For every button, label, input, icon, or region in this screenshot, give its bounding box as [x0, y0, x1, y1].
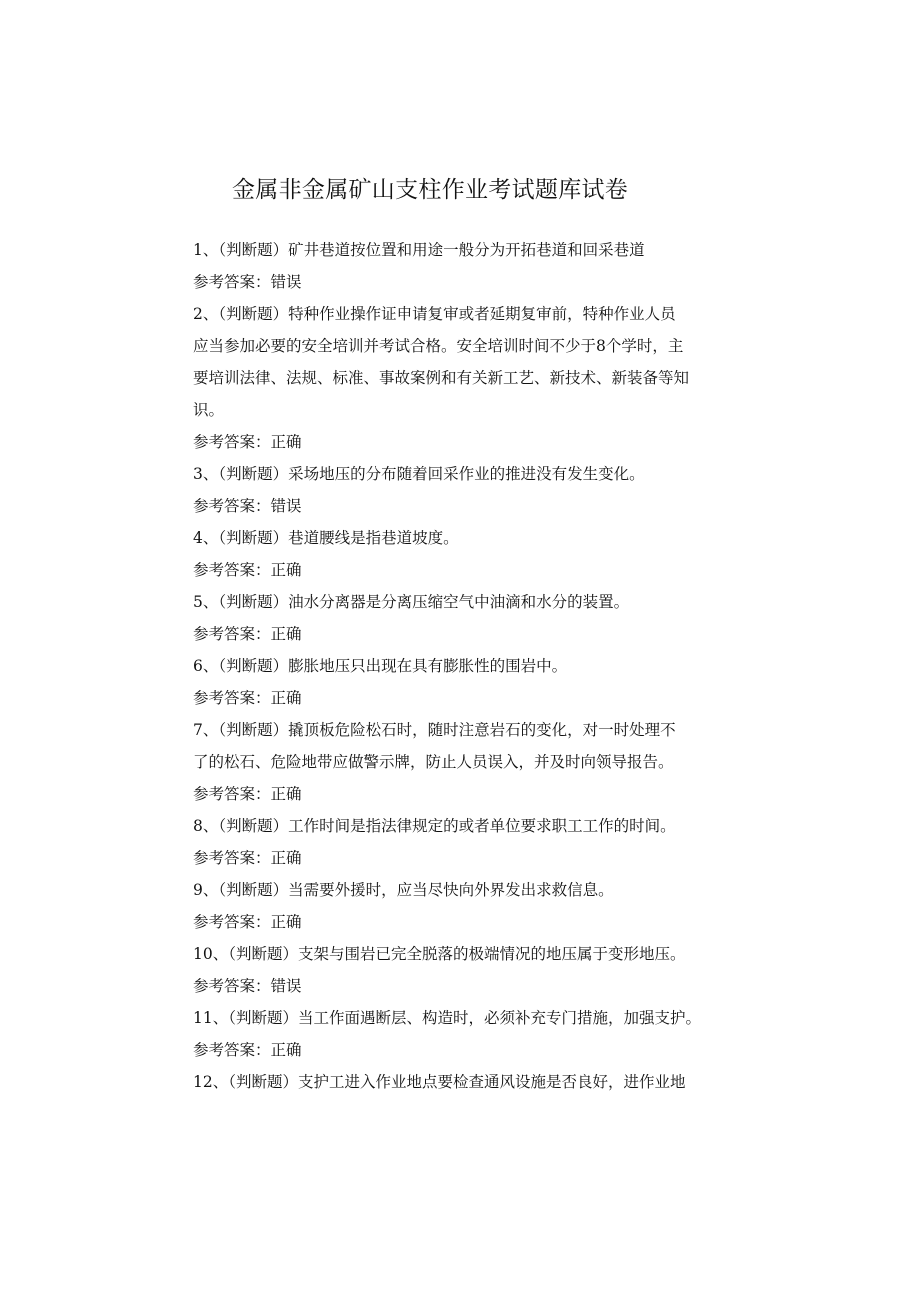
question-5-text: 5、（判断题）油水分离器是分离压缩空气中油滴和水分的装置。: [193, 593, 630, 611]
question-7-text: 了的松石、危险地带应做警示牌，防止人员误入，并及时向领导报告。: [193, 753, 674, 771]
answer-11: 参考答案：正确: [193, 1041, 302, 1059]
question-4-text: 4、（判断题）巷道腰线是指巷道坡度。: [193, 529, 459, 547]
answer-3: 参考答案：错误: [193, 497, 302, 515]
question-9-text: 9、（判断题）当需要外援时，应当尽快向外界发出求救信息。: [193, 881, 614, 899]
answer-5: 参考答案：正确: [193, 625, 302, 643]
answer-8: 参考答案：正确: [193, 849, 302, 867]
answer-1: 参考答案：错误: [193, 273, 302, 291]
question-12-text: 12、（判断题）支护工进入作业地点要检查通风设施是否良好，进作业地: [193, 1073, 686, 1091]
document-body: [193, 234, 763, 1098]
question-6-text: 6、（判断题）膨胀地压只出现在具有膨胀性的围岩中。: [193, 657, 568, 675]
answer-10: 参考答案：错误: [193, 977, 302, 995]
question-2-text: 应当参加必要的安全培训并考试合格。安全培训时间不少于8个学时，主: [193, 337, 684, 355]
question-7-text: 7、（判断题）撬顶板危险松石时，随时注意岩石的变化，对一时处理不: [193, 721, 676, 739]
question-2-text: 识。: [193, 401, 225, 419]
answer-2: 参考答案：正确: [193, 433, 302, 451]
answer-7: 参考答案：正确: [193, 785, 302, 803]
question-2-text: 要培训法律、法规、标准、事故案例和有关新工艺、新技术、新装备等知: [193, 369, 690, 387]
answer-4: 参考答案：正确: [193, 561, 302, 579]
answer-9: 参考答案：正确: [193, 913, 302, 931]
question-3-text: 3、（判断题）采场地压的分布随着回采作业的推进没有发生变化。: [193, 465, 645, 483]
answer-6: 参考答案：正确: [193, 689, 302, 707]
document-title: 金属非金属矿山支柱作业考试题库试卷: [232, 177, 629, 203]
question-8-text: 8、（判断题）工作时间是指法律规定的或者单位要求职工工作的时间。: [193, 817, 676, 835]
question-1-text: 1、（判断题）矿井巷道按位置和用途一般分为开拓巷道和回采巷道: [193, 241, 645, 259]
question-11-text: 11、（判断题）当工作面遇断层、构造时，必须补充专门措施，加强支护。: [193, 1009, 701, 1027]
question-10-text: 10、（判断题）支架与围岩已完全脱落的极端情况的地压属于变形地压。: [193, 945, 686, 963]
question-2-text: 2、（判断题）特种作业操作证申请复审或者延期复审前，特种作业人员: [193, 305, 676, 323]
